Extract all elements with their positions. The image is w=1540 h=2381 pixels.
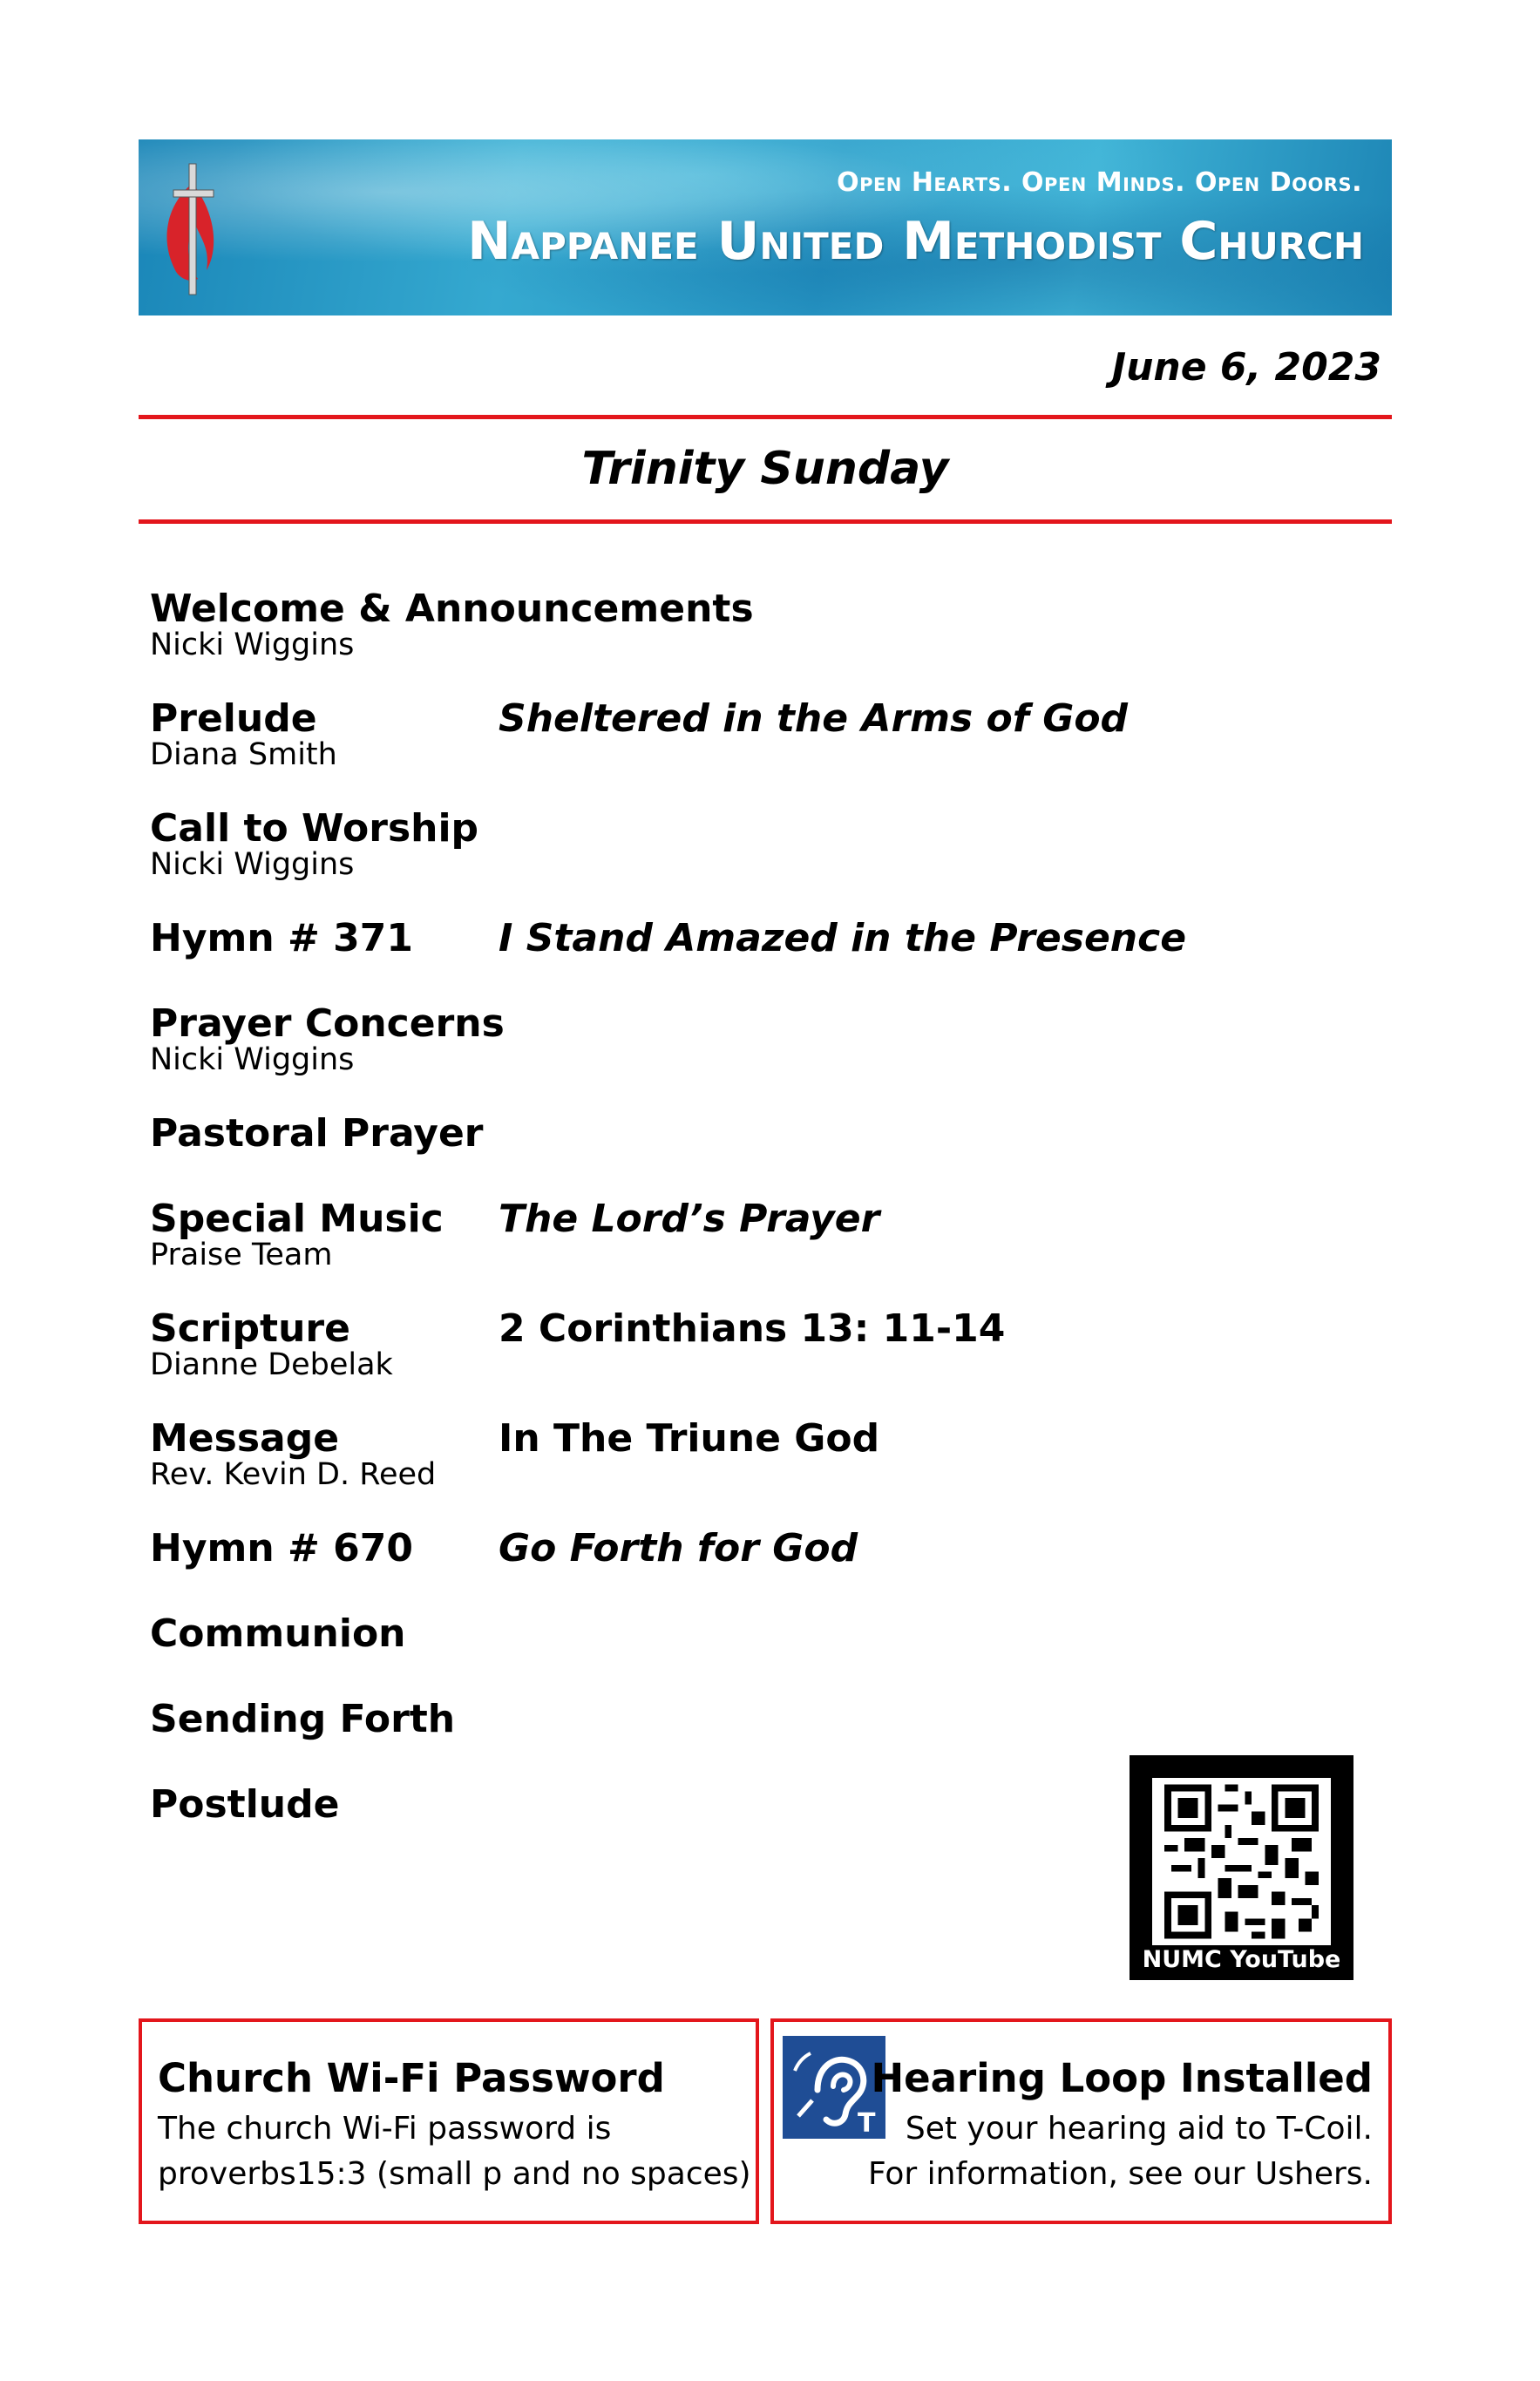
worship-item-title: Scripture <box>150 1306 350 1351</box>
worship-item-leader: Diana Smith <box>150 737 337 772</box>
hearing-loop-title: Hearing Loop Installed <box>871 2055 1373 2101</box>
worship-item <box>150 1110 1196 1157</box>
worship-item-title: Special Music <box>150 1197 444 1241</box>
worship-item <box>150 805 1196 880</box>
worship-item-title: Prelude <box>150 696 317 741</box>
cross-and-flame-icon <box>158 157 219 301</box>
worship-item-title: Sending Forth <box>150 1697 456 1741</box>
worship-item-detail: I Stand Amazed in the Presence <box>499 916 1187 960</box>
worship-item <box>150 1525 1196 1572</box>
qr-caption: NUMC YouTube <box>1142 1946 1341 1973</box>
worship-item-detail: Go Forth for God <box>499 1526 858 1570</box>
worship-item <box>150 586 1196 661</box>
worship-item-leader: Nicki Wiggins <box>150 627 355 662</box>
qr-code-card[interactable] <box>1130 1755 1353 1980</box>
worship-item-title: Postlude <box>150 1782 340 1827</box>
worship-item-leader: Praise Team <box>150 1238 333 1272</box>
worship-item-detail: The Lord’s Prayer <box>499 1197 880 1241</box>
worship-item-leader: Dianne Debelak <box>150 1347 393 1382</box>
qr-code-icon[interactable] <box>1152 1778 1331 1945</box>
worship-item-leader: Rev. Kevin D. Reed <box>150 1457 437 1492</box>
church-name: Nappanee United Methodist Church <box>467 211 1364 272</box>
hearing-loop-line-1: Set your hearing aid to T-Coil. <box>905 2111 1373 2147</box>
worship-item-title: Call to Worship <box>150 806 479 851</box>
worship-item-title: Communion <box>150 1611 406 1656</box>
order-of-worship <box>150 586 1196 1828</box>
worship-item-detail: In The Triune God <box>499 1416 880 1461</box>
worship-item-title: Welcome & Announcements <box>150 587 754 631</box>
divider-top <box>139 415 1392 419</box>
worship-item-leader: Nicki Wiggins <box>150 847 355 882</box>
service-date: June 6, 2023 <box>1111 345 1381 390</box>
worship-item-title: Hymn # 670 <box>150 1526 414 1570</box>
hearing-loop-icon <box>783 2036 885 2139</box>
wifi-title: Church Wi-Fi Password <box>158 2055 665 2101</box>
worship-item <box>150 1611 1196 1658</box>
service-occasion: Trinity Sunday <box>581 443 949 495</box>
worship-item <box>150 1001 1196 1075</box>
worship-item <box>150 695 1196 770</box>
worship-item <box>150 1415 1196 1490</box>
worship-item-title: Hymn # 371 <box>150 916 414 960</box>
worship-item-title: Message <box>150 1416 340 1461</box>
worship-item-leader: Nicki Wiggins <box>150 1042 355 1077</box>
worship-item-detail: 2 Corinthians 13: 11-14 <box>499 1306 1006 1351</box>
wifi-line-1: The church Wi-Fi password is <box>158 2111 612 2147</box>
worship-item-detail: Sheltered in the Arms of God <box>499 696 1129 741</box>
worship-item <box>150 915 1196 962</box>
divider-bottom <box>139 519 1392 524</box>
wifi-line-2: proverbs15:3 (small p and no spaces) <box>158 2156 751 2192</box>
worship-item-title: Pastoral Prayer <box>150 1111 484 1156</box>
worship-item <box>150 1306 1196 1380</box>
church-tagline: Open Hearts. Open Minds. Open Doors. <box>837 167 1362 198</box>
hearing-loop-box <box>770 2018 1392 2224</box>
worship-item <box>150 1696 1196 1743</box>
wifi-info-box <box>139 2018 759 2224</box>
worship-item <box>150 1781 1196 1828</box>
header-banner <box>139 139 1392 315</box>
worship-item-title: Prayer Concerns <box>150 1001 505 1046</box>
hearing-loop-letter: T <box>858 2108 876 2139</box>
worship-item <box>150 1196 1196 1271</box>
hearing-loop-line-2: For information, see our Ushers. <box>867 2156 1373 2192</box>
